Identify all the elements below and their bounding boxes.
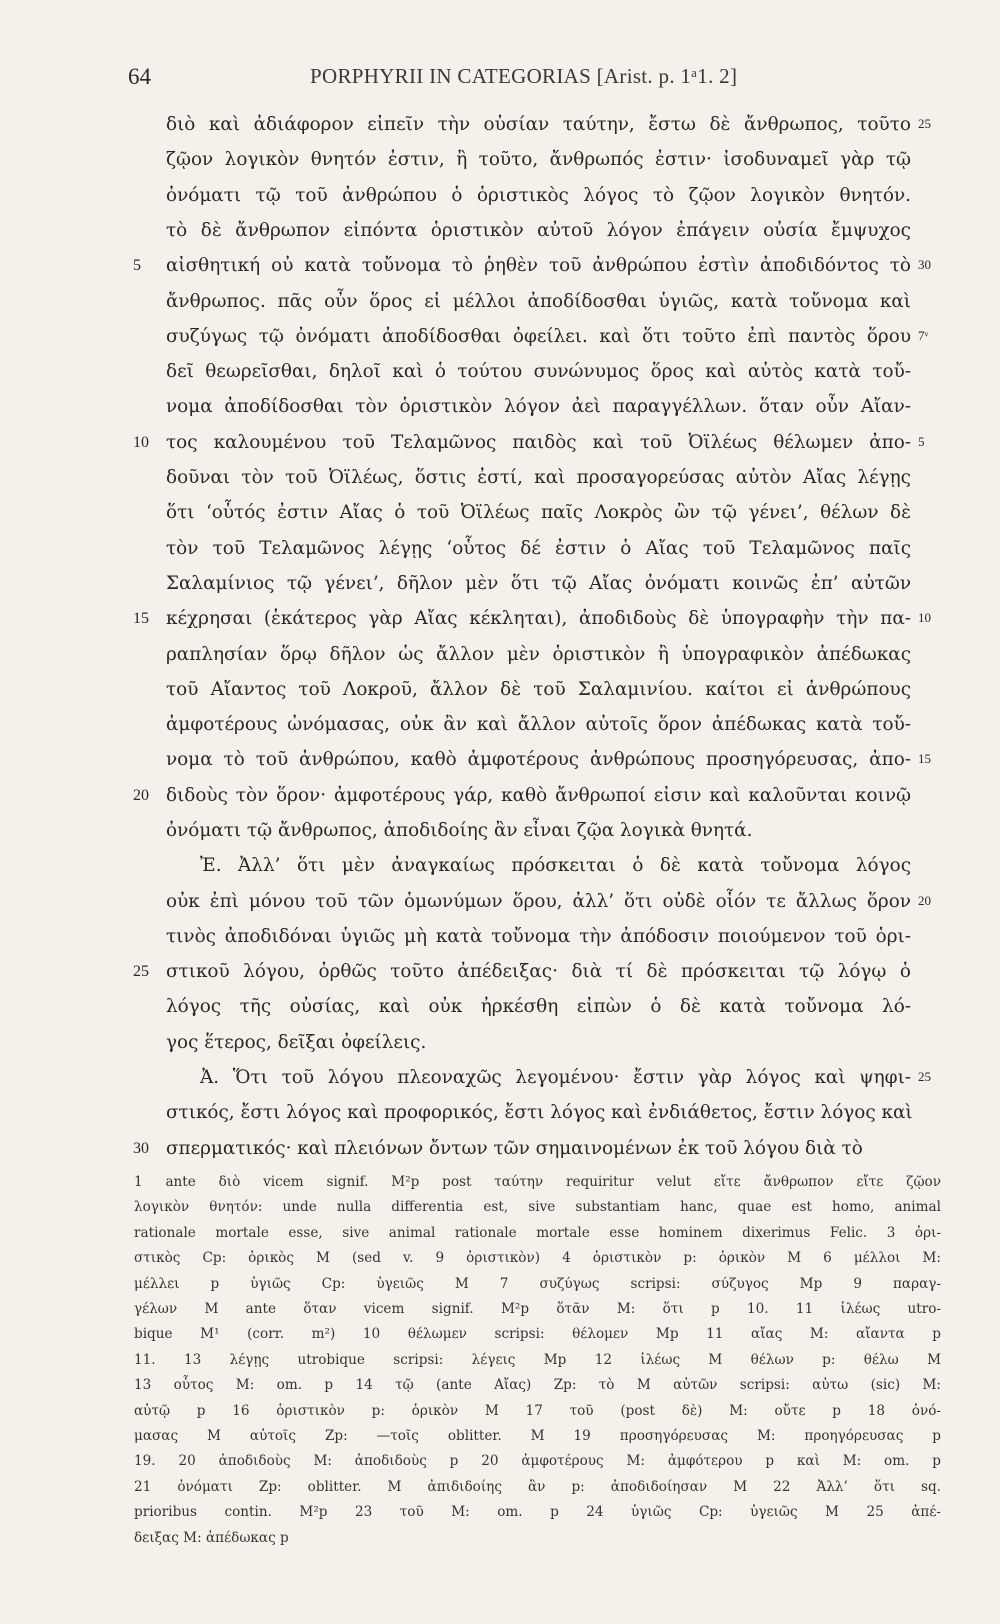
margin-reference: 30 — [918, 257, 931, 272]
text-line: σπερματικός· καὶ πλειόνων ὄντων τῶν σημαινομένων ἐκ τοῦ λόγου διὰ τὸ — [166, 1138, 863, 1159]
line-number: 10 — [133, 434, 149, 451]
text-line: νομα τὸ τοῦ ἀνθρώπου, καθὸ ἀμφοτέρους ἀνθρώπους προσηγόρευσας, ἀπο- — [166, 749, 911, 770]
margin-reference: 7ᵛ — [918, 328, 929, 343]
margin-reference: 10 — [918, 610, 931, 625]
line-number: 25 — [133, 963, 149, 980]
text-line: τινὸς ἀποδιδόναι ὑγιῶς μὴ κατὰ τοὔνομα τὴν ἀπόδοσιν ποιούμενον τοῦ ὁρι- — [166, 926, 911, 947]
text-line: δεῖ θεωρεῖσθαι, δηλοῖ καὶ ὁ τούτου συνώνυμος ὅρος καὶ αὐτὸς κατὰ τοὔ- — [166, 361, 911, 382]
text-line: αἰσθητική οὐ κατὰ τοὔνομα τὸ ῥηθὲν τοῦ ἀνθρώπου ἐστὶν ἀποδιδόντος τὸ — [166, 255, 911, 276]
apparatus-line: μασας M αὐτοῖς Zp: —τοῖς oblitter. M 19 προσηγόρευσας M: προηγόρευσας p — [134, 1428, 941, 1444]
line-number: 20 — [133, 787, 149, 804]
apparatus-line: αὐτῷ p 16 ὁριστικὸν p: ὁρικὸν M 17 τοῦ (post δὲ) M: οὔτε p 18 ὀνό- — [134, 1403, 941, 1419]
apparatus-line: prioribus contin. M²p 23 τοῦ M: om. p 24 ὑγιῶς Cp: ὑγειῶς M 25 ἀπέ- — [134, 1504, 941, 1520]
apparatus-line: rationale mortale esse, sive animal rationale mortale esse hominem dixerimus Felic. 3 ὁρι- — [134, 1225, 941, 1241]
text-line: ραπλησίαν ὅρῳ δῆλον ὡς ἄλλον μὲν ὁριστικὸν ἢ ὑπογραφικὸν ἀπέδωκας — [166, 644, 911, 665]
page-number: 64 — [128, 64, 151, 89]
margin-reference: 20 — [918, 893, 931, 908]
apparatus-line: δειξας M: ἀπέδωκας p — [134, 1530, 289, 1546]
apparatus-line: λογικὸν θνητόν: unde nulla differentia est, sive substantiam hanc, quae est homo, animal — [134, 1199, 941, 1215]
text-line: ὀνόματι τῷ τοῦ ἀνθρώπου ὁ ὁριστικὸς λόγος τὸ ζῷον λογικὸν θνητόν. — [166, 185, 911, 206]
apparatus-line: 11. 13 λέγῃς utrobique scripsi: λέγεις Mp 12 ἰλέως M θέλων p: θέλω M — [134, 1352, 941, 1368]
text-line: διδοὺς τὸν ὅρον· ἀμφοτέρους γάρ, καθὸ ἄνθρωποί εἰσιν καὶ καλοῦνται κοινῷ — [166, 785, 911, 806]
apparatus-line: 21 ὀνόματι Zp: oblitter. M ἀπιδιδοίης ἂν p: ἀποδιδοίησαν M 22 Ἀλλ’ ὅτι sq. — [134, 1479, 941, 1495]
text-line: ἀμφοτέρους ὠνόμασας, οὐκ ἂν καὶ ἄλλον αὐτοῖς ὅρον ἀπέδωκας κατὰ τοὔ- — [166, 714, 911, 735]
apparatus-line: 1 ante διὸ vicem signif. M²p post ταύτην requiritur velut εἴτε ἄνθρωπον εἴτε ζῷον — [134, 1174, 941, 1190]
apparatus-line: 13 οὗτος M: om. p 14 τῷ (ante Αἴας) Zp: τὸ M αὐτῶν scripsi: αὐτω (sic) M: — [134, 1377, 941, 1393]
margin-reference: 15 — [918, 751, 931, 766]
text-line: κέχρησαι (ἑκάτερος γὰρ Αἴας κέκληται), ἀποδιδοὺς δὲ ὑπογραφὴν τὴν πα- — [166, 608, 911, 629]
running-head: PORPHYRII IN CATEGORIAS [Arist. p. 1ᵃ1. 2] — [310, 64, 738, 88]
text-line: ὀνόματι τῷ ἄνθρωπος, ἀποδιδοίης ἂν εἶναι ζῷα λογικὰ θνητά. — [166, 820, 753, 841]
text-line: τος καλουμένου τοῦ Τελαμῶνος παιδὸς καὶ τοῦ Ὀϊλέως θέλωμεν ἀπο- — [166, 432, 911, 453]
text-line: τὸ δὲ ἄνθρωπον εἰπόντα ὁριστικὸν αὐτοῦ λόγον ἐπάγειν οὐσία ἔμψυχος — [166, 220, 911, 241]
text-line: στικοῦ λόγου, ὀρθῶς τοῦτο ἀπέδειξας· διὰ τί δὲ πρόσκειται τῷ λόγῳ ὁ — [166, 961, 911, 982]
text-line: Σαλαμίνιος τῷ γένει’, δῆλον μὲν ὅτι τῷ Αἴας ὀνόματι κοινῶς ἐπ’ αὐτῶν — [166, 573, 911, 594]
apparatus-line: bique M¹ (corr. m²) 10 θέλωμεν scripsi: θέλομεν Mp 11 αἴας M: αἴαντα p — [134, 1326, 941, 1342]
line-number: 5 — [133, 257, 141, 274]
apparatus-line: γέλων M ante ὅταν vicem signif. M²p ὅτᾶν M: ὅτι p 10. 11 ἰλέως utro- — [134, 1301, 941, 1317]
text-line: συζύγως τῷ ὀνόματι ἀποδίδοσθαι ὀφείλει. καὶ ὅτι τοῦτο ἐπὶ παντὸς ὅρου — [166, 326, 911, 347]
margin-reference: 25 — [918, 1069, 931, 1084]
text-line: οὐκ ἐπὶ μόνου τοῦ τῶν ὁμωνύμων ὅρου, ἀλλ’ ὅτι οὐδὲ οἷόν τε ἄλλως ὅρον — [166, 891, 911, 912]
line-number: 15 — [133, 610, 149, 627]
text-line: Ἀ. Ὅτι τοῦ λόγου πλεοναχῶς λεγομένου· ἔστιν γὰρ λόγος καὶ ψηφι- — [200, 1067, 911, 1088]
text-line: τοῦ Αἴαντος τοῦ Λοκροῦ, ἄλλον δὲ τοῦ Σαλαμινίου. καίτοι εἰ ἀνθρώπους — [166, 679, 911, 700]
text-line: ζῷον λογικὸν θνητόν ἐστιν, ἢ τοῦτο, ἄνθρωπός ἐστιν· ἰσοδυναμεῖ γὰρ τῷ — [166, 149, 911, 170]
text-line: διὸ καὶ ἀδιάφορον εἰπεῖν τὴν οὐσίαν ταύτην, ἔστω δὲ ἄνθρωπος, τοῦτο — [166, 114, 911, 135]
text-line: ὅτι ‘οὗτός ἐστιν Αἴας ὁ τοῦ Ὀϊλέως παῖς Λοκρὸς ὢν τῷ γένει’, θέλων δὲ — [166, 502, 911, 523]
apparatus-line: στικὸς Cp: ὁρικὸς M (sed v. 9 ὁριστικὸν) 4 ὁριστικὸν p: ὁρικὸν M 6 μέλλοι M: — [134, 1250, 941, 1266]
text-line: στικός, ἔστι λόγος καὶ προφορικός, ἔστι λόγος καὶ ἐνδιάθετος, ἔστιν λόγος καὶ — [166, 1102, 913, 1123]
text-line: λόγος τῆς οὐσίας, καὶ οὐκ ἠρκέσθη εἰπὼν ὁ δὲ κατὰ τοὔνομα λό- — [166, 996, 911, 1017]
apparatus-line: 19. 20 ἀποδιδοὺς M: ἀποδιδοὺς p 20 ἀμφοτέρους M: ἀμφότερου p καὶ M: om. p — [134, 1453, 941, 1469]
text-line: Ἐ. Ἀλλ’ ὅτι μὲν ἀναγκαίως πρόσκειται ὁ δὲ κατὰ τοὔνομα λόγος — [200, 855, 911, 876]
margin-reference: 25 — [918, 116, 931, 131]
line-number: 30 — [133, 1140, 149, 1157]
text-line: γος ἕτερος, δεῖξαι ὀφείλεις. — [166, 1032, 427, 1053]
text-line: τὸν τοῦ Τελαμῶνος λέγῃς ‘οὗτος δέ ἐστιν ὁ Αἴας τοῦ Τελαμῶνος παῖς — [166, 538, 911, 559]
text-line: νομα ἀποδίδοσθαι τὸν ὁριστικὸν λόγον ἀεὶ παραγγέλλων. ὅταν οὖν Αἴαν- — [166, 396, 911, 417]
text-line: ἄνθρωπος. πᾶς οὖν ὅρος εἰ μέλλοι ἀποδίδοσθαι ὑγιῶς, κατὰ τοὔνομα καὶ — [166, 291, 911, 312]
margin-reference: 5 — [918, 434, 925, 449]
apparatus-line: μέλλει p ὑγιῶς Cp: ὑγειῶς M 7 συζύγως scripsi: σύζυγος Mp 9 παραγ- — [134, 1276, 941, 1292]
text-line: δοῦναι τὸν τοῦ Ὀϊλέως, ὅστις ἐστί, καὶ προσαγορεύσας αὐτὸν Αἴας λέγῃς — [166, 467, 911, 488]
